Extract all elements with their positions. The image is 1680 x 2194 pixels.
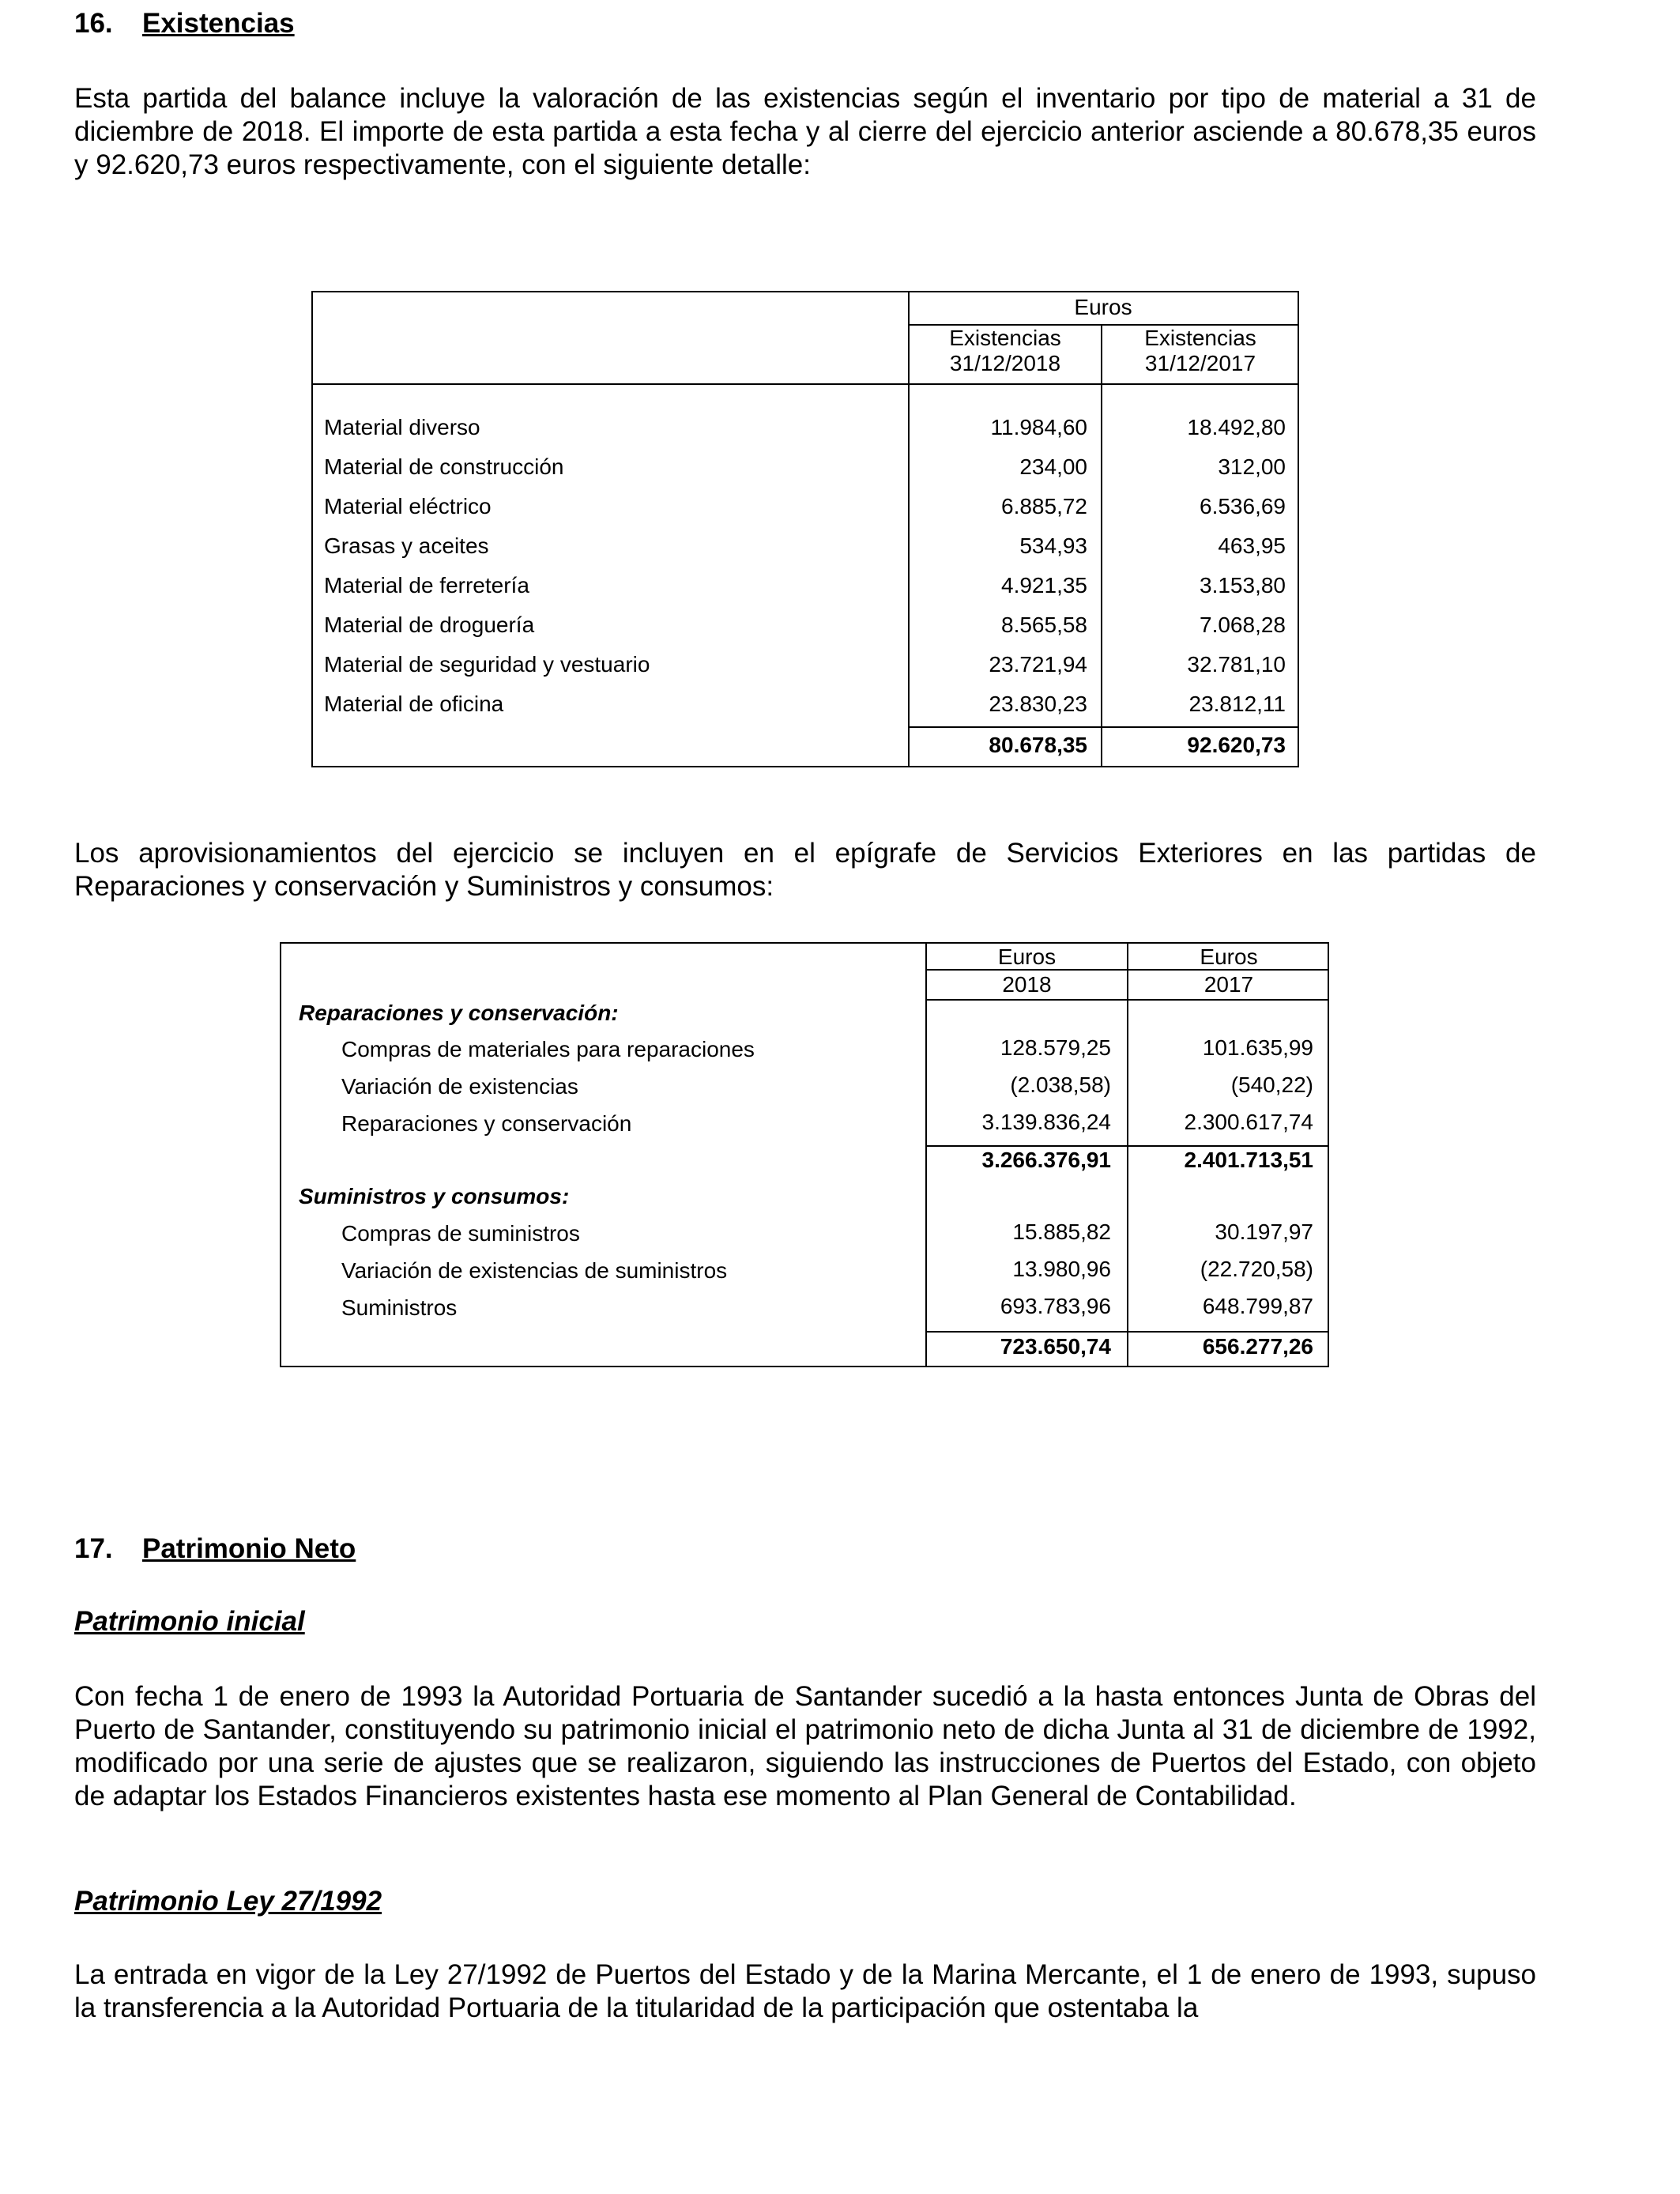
column-header-euros-2017: Euros bbox=[1200, 944, 1258, 969]
section-17-heading bbox=[74, 1533, 356, 1565]
table-row-label: Reparaciones y conservación bbox=[341, 1111, 632, 1136]
table-row-value: 4.921,35 bbox=[1001, 573, 1087, 598]
table-row-value: (22.720,58) bbox=[1200, 1257, 1313, 1281]
column-header-2017: Existencias 31/12/2017 bbox=[1144, 326, 1256, 375]
table-row-value: 13.980,96 bbox=[1012, 1257, 1111, 1281]
supplies-table-subtotal-line bbox=[925, 1145, 1328, 1147]
table-row-value: 6.885,72 bbox=[1001, 494, 1087, 518]
table-row-value: 11.984,60 bbox=[990, 415, 1087, 439]
table-row-label: Material eléctrico bbox=[324, 494, 492, 518]
inventory-table-divider bbox=[313, 383, 1298, 385]
table-row-value: 101.635,99 bbox=[1202, 1035, 1313, 1060]
table-row-value: 23.830,23 bbox=[989, 692, 1087, 716]
table-row-label: Material de construcción bbox=[324, 454, 564, 479]
table-row-value: 693.783,96 bbox=[1000, 1294, 1111, 1318]
table-row-value: 128.579,25 bbox=[1000, 1035, 1111, 1060]
total-2018: 80.678,35 bbox=[989, 733, 1087, 757]
table-row-value: 312,00 bbox=[1218, 454, 1286, 479]
table-row-label: Variación de existencias bbox=[341, 1074, 578, 1099]
section-17-title: Patrimonio Neto bbox=[142, 1533, 356, 1564]
table-row-value: 23.721,94 bbox=[989, 652, 1087, 677]
column-header-year-2018: 2018 bbox=[1002, 972, 1052, 997]
table-row-value: 463,95 bbox=[1218, 533, 1286, 558]
table-row-label: Material de droguería bbox=[324, 613, 535, 637]
table-row-value: (2.038,58) bbox=[1010, 1072, 1111, 1097]
table-row-value: 7.068,28 bbox=[1200, 613, 1286, 637]
group-title-suministros: Suministros y consumos: bbox=[299, 1184, 570, 1208]
currency-header: Euros bbox=[1074, 295, 1132, 319]
supplies-table-subtotal-line bbox=[925, 1331, 1328, 1333]
table-row-value: 32.781,10 bbox=[1187, 652, 1286, 677]
table-row-value: 234,00 bbox=[1019, 454, 1087, 479]
table-row-label: Material de seguridad y vestuario bbox=[324, 652, 650, 677]
table-row-label: Grasas y aceites bbox=[324, 533, 489, 558]
subtotal-reparaciones-2017: 2.401.713,51 bbox=[1184, 1148, 1313, 1172]
section-16-heading bbox=[74, 8, 295, 40]
subtotal-reparaciones-2018: 3.266.376,91 bbox=[981, 1148, 1111, 1172]
inventory-table-total-line bbox=[908, 726, 1298, 728]
section-16-intro-2: Los aprovisionamientos del ejercicio se incluyen en el epígrafe de Servicios Exteriores en las partidas de Reparaciones y conservación y Suministros y consumos: bbox=[74, 838, 1536, 902]
section-16-intro: Esta partida del balance incluye la valoración de las existencias según el inventario por tipo de material a 31 de diciembre de 2018. El importe de esta partida a esta fecha y al cierre del ejercicio anterior asciende a 80.678,35 euros y 92.620,73 euros respectivamente, con el siguiente detalle: bbox=[74, 83, 1536, 180]
table-row-value: 2.300.617,74 bbox=[1184, 1110, 1313, 1134]
table-row-label: Compras de materiales para reparaciones bbox=[341, 1037, 755, 1061]
subtotal-suministros-2018: 723.650,74 bbox=[1000, 1334, 1111, 1359]
column-header-euros-2018: Euros bbox=[997, 944, 1057, 969]
section-16-number: 16. bbox=[74, 8, 113, 39]
total-2017: 92.620,73 bbox=[1187, 733, 1286, 757]
table-row-value: 18.492,80 bbox=[1187, 415, 1286, 439]
table-row-value: 3.153,80 bbox=[1200, 573, 1286, 598]
table-row-value: 534,93 bbox=[1019, 533, 1087, 558]
patrimonio-inicial-text: Con fecha 1 de enero de 1993 la Autoridad Portuaria de Santander sucedió a la hasta entonces Junta de Obras del Puerto de Santander, constituyendo su patrimonio inicial el patrimonio neto de dicha Junta al 31 de diciembre de 1992, modificado por una serie de ajustes que se realizaron, siguiendo las instrucciones de Puertos del Estado, con objeto de adaptar los Estados Financieros existentes hasta ese momento al Plan General de Contabilidad. bbox=[74, 1681, 1536, 1811]
group-title-reparaciones: Reparaciones y conservación: bbox=[299, 1001, 619, 1025]
table-row-label: Suministros bbox=[341, 1295, 458, 1320]
table-row-label: Material diverso bbox=[324, 415, 480, 439]
section-16-title: Existencias bbox=[142, 8, 295, 39]
table-row-label: Material de oficina bbox=[324, 692, 504, 716]
table-row-value: 648.799,87 bbox=[1202, 1294, 1313, 1318]
table-row-value: 3.139.836,24 bbox=[981, 1110, 1111, 1134]
table-row-value: 23.812,11 bbox=[1188, 692, 1286, 716]
patrimonio-inicial-heading: Patrimonio inicial bbox=[74, 1606, 305, 1637]
table-row-value: (540,22) bbox=[1230, 1072, 1313, 1097]
table-row-value: 8.565,58 bbox=[1001, 613, 1087, 637]
column-header-2018: Existencias 31/12/2018 bbox=[949, 326, 1061, 375]
patrimonio-ley-text: La entrada en vigor de la Ley 27/1992 de Puertos del Estado y de la Marina Mercante, el 1 de enero de 1993, supuso la transferencia a la Autoridad Portuaria de la titularidad de la participación que ostentaba la bbox=[74, 1959, 1536, 2023]
column-header-year-2017: 2017 bbox=[1203, 972, 1254, 997]
table-row-label: Variación de existencias de suministros bbox=[341, 1258, 728, 1283]
table-row-value: 6.536,69 bbox=[1200, 494, 1286, 518]
subtotal-suministros-2017: 656.277,26 bbox=[1202, 1334, 1313, 1359]
section-17-number: 17. bbox=[74, 1533, 113, 1564]
table-row-value: 15.885,82 bbox=[1012, 1220, 1111, 1244]
table-row-value: 30.197,97 bbox=[1215, 1220, 1313, 1244]
table-row-label: Compras de suministros bbox=[341, 1221, 580, 1246]
patrimonio-ley-heading: Patrimonio Ley 27/1992 bbox=[74, 1886, 382, 1917]
inventory-table bbox=[311, 291, 1299, 767]
supplies-table bbox=[280, 942, 1329, 1367]
table-row-label: Material de ferretería bbox=[324, 573, 529, 598]
supplies-table-divider bbox=[925, 999, 1328, 1001]
